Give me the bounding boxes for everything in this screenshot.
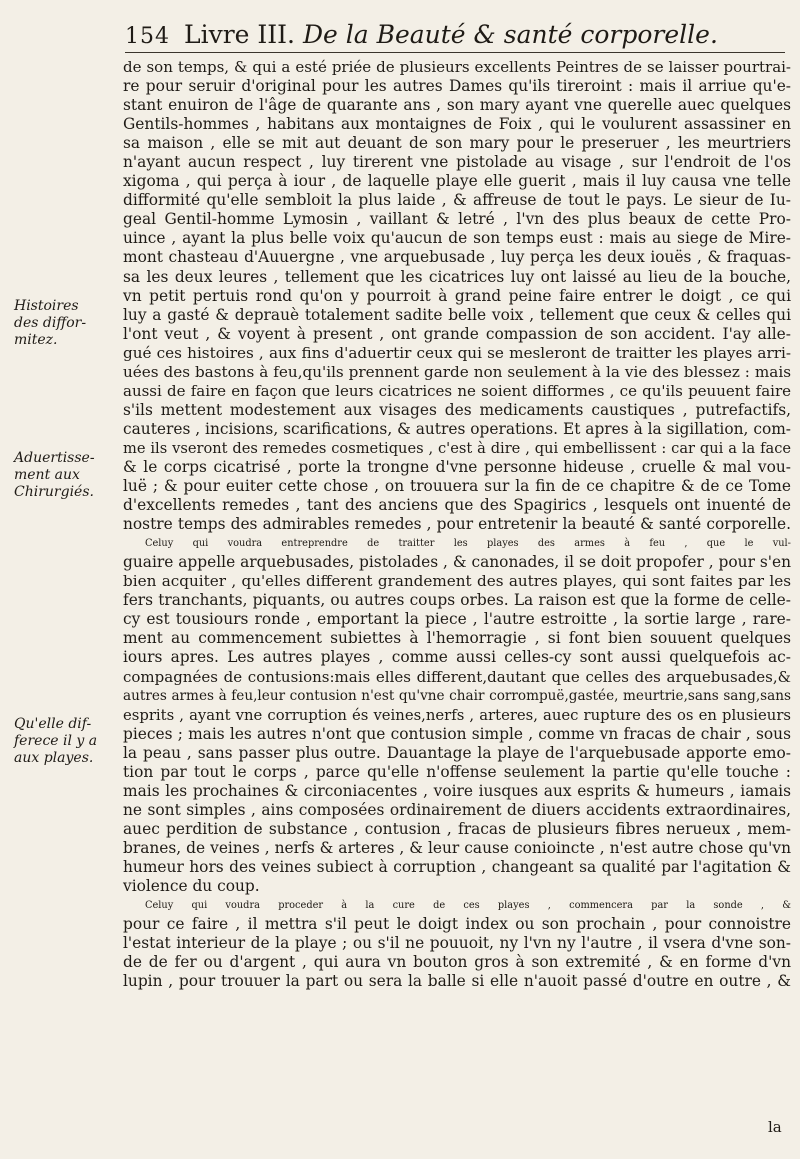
margin-note-line: Histoires xyxy=(14,298,79,314)
margin-note-line: ferece il y a xyxy=(14,733,98,749)
text-line: d'excellents remedes , tant des anciens que des Spagirics , lesquels ont inuenté de xyxy=(123,496,791,515)
text-line: s'ils mettent modestement aux visages des medicaments caustiques , putrefactifs, xyxy=(123,400,791,419)
text-line: mont chasteau d'Auuergne , vne arquebusade , luy perça les deux iouës , & fraquas- xyxy=(123,248,791,267)
body-text xyxy=(123,58,791,991)
text-line: ment au commencement subiettes à l'hemorragie , si font bien souuent quelques xyxy=(123,629,791,648)
running-header xyxy=(125,20,785,52)
text-line: de de fer ou d'argent , qui aura vn bouton gros à son extremité , & en forme d'vn xyxy=(123,953,791,972)
margin-note-line: des diffor- xyxy=(14,315,87,331)
running-title-subject: De la Beauté & santé corporelle. xyxy=(302,20,718,49)
margin-note-line: mitez. xyxy=(14,332,58,348)
text-line: branes, de veines , nerfs & arteres , & leur cause conioincte , n'est autre chose qu'vn xyxy=(123,838,791,857)
text-line: iours apres. Les autres playes , comme aussi celles-cy sont aussi quelquefois ac- xyxy=(123,648,791,667)
text-line: de son temps, & qui a esté priée de plusieurs excellents Peintres de se laisser pourtrai- xyxy=(123,58,791,76)
text-line: nostre temps des admirables remedes , pour entretenir la beauté & santé corporelle. xyxy=(123,515,791,534)
catchword: la xyxy=(768,1118,782,1136)
text-line: difformité qu'elle sembloit la plus laide , & affreuse de tout le pays. Le sieur de Iu- xyxy=(123,191,791,210)
text-line: compagnées de contusions:mais elles different,dautant que celles des arquebusades,& xyxy=(123,667,791,686)
text-line: guaire appelle arquebusades, pistolades , & canonades, il se doit propofer , pour s'en xyxy=(123,553,791,572)
text-line: n'ayant aucun respect , luy tirerent vne pistolade au visage , sur l'endroit de l'os xyxy=(123,153,791,172)
text-line: gué ces histoires , aux fins d'aduertir ceux qui se mesleront de traitter les playes arri- xyxy=(123,343,791,362)
text-line: humeur hors des veines subiect à corruption , changeant sa qualité par l'agitation & xyxy=(123,857,791,876)
text-line: geal Gentil-homme Lymosin , vaillant & letré , l'vn des plus beaux de cette Pro- xyxy=(123,210,791,229)
text-line: l'ont veut , & voyent à present , ont grande compassion de son accident. I'ay alle- xyxy=(123,324,791,343)
text-line: sa les deux leures , tellement que les cicatrices luy ont laissé au lieu de la bouche, xyxy=(123,267,791,286)
text-line: vn petit pertuis rond qu'on y pourroit à grand peine faire entrer le doigt , ce qui xyxy=(123,286,791,305)
text-line: aussi de faire en façon que leurs cicatrices ne soient difformes , ce qu'ils peuuent faire xyxy=(123,381,791,400)
text-line: ne sont simples , ains composées ordinairement de diuers accidents extraordinaires, xyxy=(123,800,791,819)
text-line: Celuy qui voudra proceder à la cure de ces playes , commencera par la sonde , & xyxy=(145,900,791,912)
text-line: Celuy qui voudra entreprendre de traitter les playes des armes à feu , que le vul- xyxy=(145,538,791,550)
text-line: la peau , sans passer plus outre. Dauantage la playe de l'arquebusade apporte emo- xyxy=(123,743,791,762)
margin-note-line: ment aux xyxy=(14,467,80,483)
text-line: fers tranchants, piquants, ou autres coups orbes. La raison est que la forme de celle- xyxy=(123,591,791,610)
text-line: auec perdition de substance , contusion , fracas de plusieurs fibres nerueux , mem- xyxy=(123,819,791,838)
text-line: cy est tousiours ronde , emportant la piece , l'autre estroitte , la sortie large , rare- xyxy=(123,610,791,629)
text-line: tion par tout le corps , parce qu'elle n'offense seulement la partie qu'elle touche : xyxy=(123,762,791,781)
text-line: autres armes à feu,leur contusion n'est qu'vne chair corrompuë,gastée, meurtrie,sans sang,sans xyxy=(123,687,791,704)
text-line: l'estat interieur de la playe ; ou s'il ne pouuoit, ny l'vn ny l'autre , il vsera d'vne son- xyxy=(123,934,791,953)
text-line: violence du coup. xyxy=(123,877,260,896)
text-line: pour ce faire , il mettra s'il peut le doigt index ou son prochain , pour connoistre xyxy=(123,915,791,934)
text-line: Gentils-hommes , habitans aux montaignes de Foix , qui le voulurent assassiner en xyxy=(123,115,791,134)
text-line: pieces ; mais les autres n'ont que contusion simple , comme vn fracas de chair , sous xyxy=(123,724,791,743)
running-title-book: Livre III. xyxy=(184,20,295,49)
margin-note-line: aux playes. xyxy=(14,750,94,766)
margin-note-difference xyxy=(14,716,118,767)
text-line: mais les prochaines & circoniacentes , voire iusques aux esprits & humeurs , iamais xyxy=(123,781,791,800)
text-line: cauteres , incisions, scarifications, & autres operations. Et apres à la sigillation, com- xyxy=(123,419,791,438)
text-line: bien acquiter , qu'elles different grandement des autres playes, qui sont faites par les xyxy=(123,572,791,591)
margin-note-line: Aduertisse- xyxy=(14,450,95,466)
text-line: re pour seruir d'original pour les autres Dames qu'ils tireroint : mais il arriue qu'e- xyxy=(123,77,791,96)
text-line: uées des bastons à feu,qu'ils prennent garde non seulement à la vie des blessez : mais xyxy=(123,362,791,381)
text-line: stant enuiron de l'âge de quarante ans , son mary ayant vne querelle auec quelques xyxy=(123,96,791,115)
text-line: luë ; & pour euiter cette chose , on trouuera sur la fin de ce chapitre & de ce Tome xyxy=(123,477,791,496)
margin-note-line: Chirurgiés. xyxy=(14,484,94,500)
text-line: xigoma , qui perça à iour , de laquelle playe elle guerit , mais il luy causa vne telle xyxy=(123,172,791,191)
margin-note-line: Qu'elle dif- xyxy=(14,716,92,732)
text-line: sa maison , elle se mit aut deuant de son mary pour le preseruer , les meurtriers xyxy=(123,134,791,153)
header-rule xyxy=(125,52,785,53)
running-title xyxy=(184,20,718,49)
margin-note-aduertissement xyxy=(14,450,118,501)
margin-note-histoires xyxy=(14,298,118,349)
text-line: esprits , ayant vne corruption és veines,nerfs , arteres, auec rupture des os en plusieurs xyxy=(123,706,791,724)
text-line: me ils vseront des remedes cosmetiques , c'est à dire , qui embellissent : car qui a la face xyxy=(123,439,791,457)
page-number: 154 xyxy=(125,24,170,49)
text-line: luy a gasté & deprauè totalement sadite belle voix , tellement que ceux & celles qui xyxy=(123,305,791,324)
text-line: & le corps cicatrisé , porte la trongne d'vne personne hideuse , cruelle & mal vou- xyxy=(123,457,791,476)
text-line: lupin , pour trouuer la part ou sera la balle si elle n'auoit passé d'outre en outre , & xyxy=(123,972,791,991)
text-line: uince , ayant la plus belle voix qu'aucun de son temps eust : mais au siege de Mire- xyxy=(123,229,791,248)
